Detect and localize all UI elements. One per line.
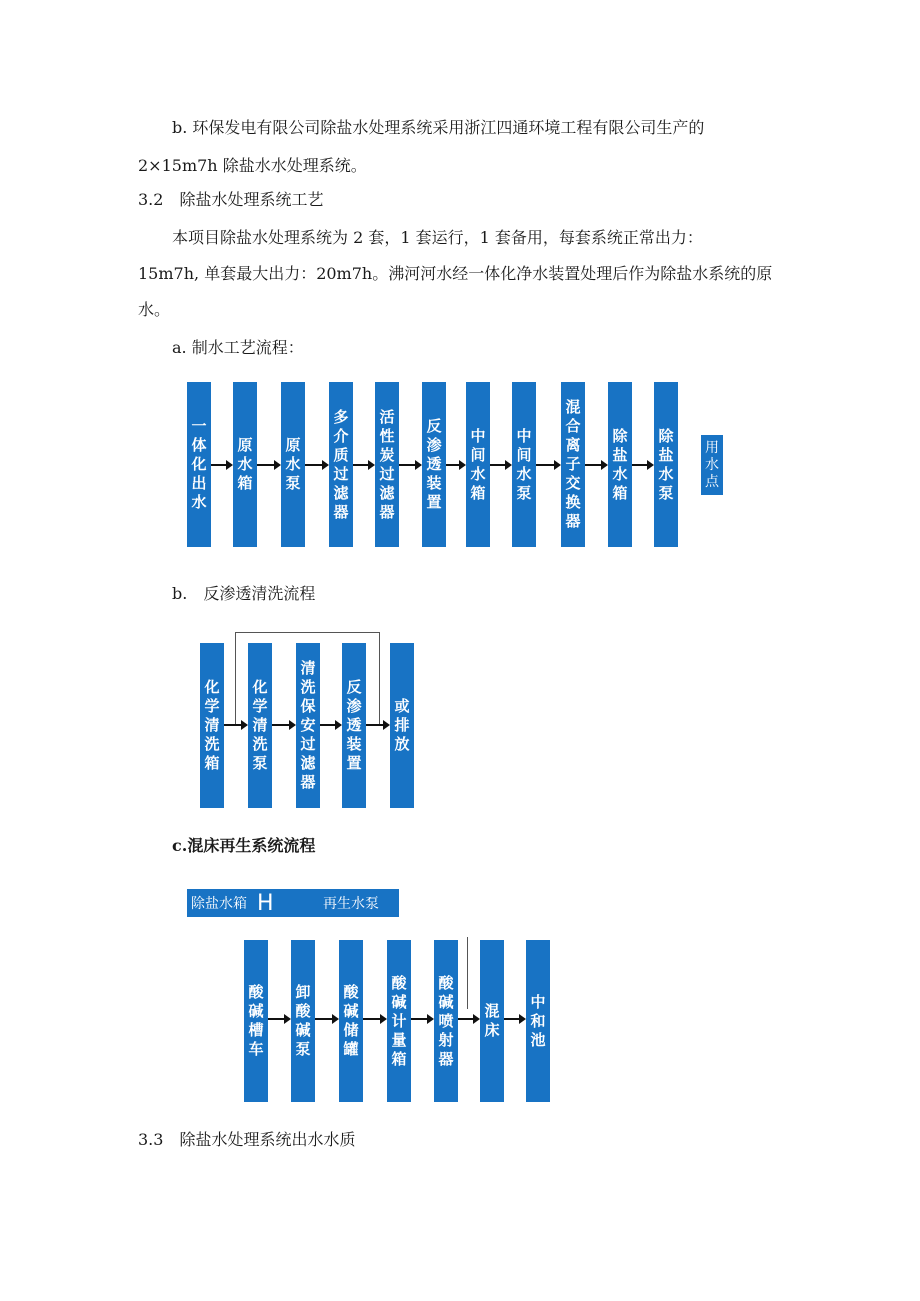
flow-arrow — [224, 724, 246, 726]
flow-c-step: 中和池 — [526, 940, 550, 1102]
connector-line — [467, 937, 468, 1009]
section-heading-3-3: 3.3 除盐水处理系统出水水质 — [138, 1130, 356, 1149]
flow-a-step: 中间水箱 — [466, 382, 490, 547]
paragraph-b-line1: b. 环保发电有限公司除盐水处理系统采用浙江四通环境工程有限公司生产的 — [172, 118, 705, 137]
flow-arrow — [490, 464, 510, 466]
flow-arrow — [458, 1018, 478, 1020]
flow-b-step: 化学清洗泵 — [248, 643, 272, 808]
paragraph-2-line2: 15m7h, 单套最大出力：20m7h。沸河河水经一体化净水装置处理后作为除盐水系统的原 — [138, 264, 773, 283]
flow-arrow — [446, 464, 464, 466]
flow-arrow — [211, 464, 231, 466]
section-heading-3-2: 3.2 除盐水处理系统工艺 — [138, 190, 324, 209]
flow-a-step: 一体化出水 — [187, 382, 211, 547]
flow-arrow — [411, 1018, 432, 1020]
flow-c-step: 酸碱槽车 — [244, 940, 268, 1102]
flow-b-step: 反渗透装置 — [342, 643, 366, 808]
flow-a-step: 除盐水泵 — [654, 382, 678, 547]
paragraph-2-line3: 水。 — [138, 300, 171, 319]
bypass-line — [235, 632, 236, 724]
flow-a-step: 多介质过滤器 — [329, 382, 353, 547]
flow-a-step: 反渗透装置 — [422, 382, 446, 547]
flow-arrow — [632, 464, 652, 466]
flow-a-label: a. 制水工艺流程： — [172, 338, 304, 357]
flow-arrow — [363, 1018, 385, 1020]
flow-arrow — [272, 724, 294, 726]
banner-left-label: 除盐水箱 — [191, 896, 247, 912]
flow-arrow — [504, 1018, 524, 1020]
flow-arrow — [353, 464, 373, 466]
flow-arrow — [399, 464, 420, 466]
flow-arrow — [536, 464, 559, 466]
flow-arrow — [366, 724, 388, 726]
flow-b-step: 或排放 — [390, 643, 414, 808]
paragraph-2-line1: 本项目除盐水处理系统为 2 套，1 套运行，1 套备用，每套系统正常出力： — [172, 228, 703, 247]
flow-b-label: b. 反渗透清洗流程 — [172, 584, 316, 603]
flow-arrow — [257, 464, 279, 466]
flow-arrow — [585, 464, 606, 466]
flow-c-step: 酸碱计量箱 — [387, 940, 411, 1102]
flow-arrow — [268, 1018, 289, 1020]
flow-a-step: 除盐水箱 — [608, 382, 632, 547]
flow-c-label: c.混床再生系统流程 — [172, 836, 316, 855]
banner-mid-label: H — [257, 890, 274, 916]
flow-a-step: 原水泵 — [281, 382, 305, 547]
flow-a-endpoint: 用水点 — [701, 435, 723, 495]
banner-right-label: 再生水泵 — [323, 896, 379, 912]
flow-arrow — [315, 1018, 337, 1020]
bypass-line — [379, 632, 380, 724]
flow-a-step: 原水箱 — [233, 382, 257, 547]
flow-c-step: 酸碱喷射器 — [434, 940, 458, 1102]
flow-c-step: 酸碱储罐 — [339, 940, 363, 1102]
flow-c-step: 混床 — [480, 940, 504, 1102]
flow-b-step: 化学清洗箱 — [200, 643, 224, 808]
flow-a-step: 活性炭过滤器 — [375, 382, 399, 547]
flow-arrow — [305, 464, 327, 466]
paragraph-b-line2: 2×15m7h 除盐水水处理系统。 — [138, 156, 367, 175]
flow-arrow — [320, 724, 340, 726]
flow-c-banner — [187, 889, 399, 917]
flow-c-step: 卸酸碱泵 — [291, 940, 315, 1102]
bypass-line — [235, 632, 380, 633]
flow-a-step: 混合离子交换器 — [561, 382, 585, 547]
flow-a-step: 中间水泵 — [512, 382, 536, 547]
flow-b-step: 清洗保安过滤器 — [296, 643, 320, 808]
